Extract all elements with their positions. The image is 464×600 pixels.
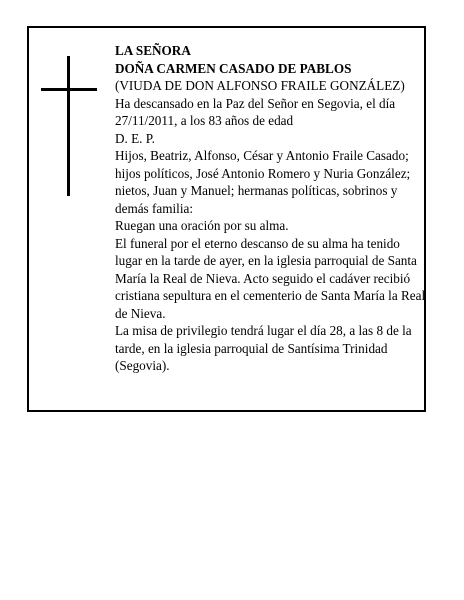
obituary-notice bbox=[27, 26, 426, 412]
cross-vertical-bar bbox=[67, 56, 70, 196]
widow-of-line: (VIUDA DE DON ALFONSO FRAILE GONZÁLEZ) bbox=[115, 78, 405, 93]
dep-line: D. E. P. bbox=[115, 130, 155, 146]
deceased-name: DOÑA CARMEN CASADO DE PABLOS bbox=[115, 60, 352, 76]
funeral-info: El funeral por el eterno descanso de su alma ha tenido lugar en la tarde de ayer, en la iglesia parroquial de Santa María la Real de Nieva. Acto seguido el cadáver recibió cristiana sepultura en el cementerio de Santa María la Real de Nieva. bbox=[115, 235, 426, 321]
notice-heading: LA SEÑORA bbox=[115, 43, 191, 58]
cross-horizontal-bar bbox=[41, 88, 97, 91]
death-info: Ha descansado en la Paz del Señor en Segovia, el día 27/11/2011, a los 83 años de edad bbox=[115, 95, 396, 128]
family-list: Hijos, Beatriz, Alfonso, César y Antonio Fraile Casado; hijos políticos, José Antonio Romero y Nuria González; nietos, Juan y Manuel; hermanas políticas, sobrinos y demás familia: bbox=[115, 148, 411, 216]
obituary-text bbox=[115, 42, 427, 375]
mass-info: La misa de privilegio tendrá lugar el día 28, a las 8 de la tarde, en la iglesia parroquial de Santísima Trinidad (Segovia). bbox=[115, 323, 412, 373]
prayer-request: Ruegan una oración por su alma. bbox=[115, 218, 289, 233]
latin-cross-icon bbox=[29, 28, 109, 208]
